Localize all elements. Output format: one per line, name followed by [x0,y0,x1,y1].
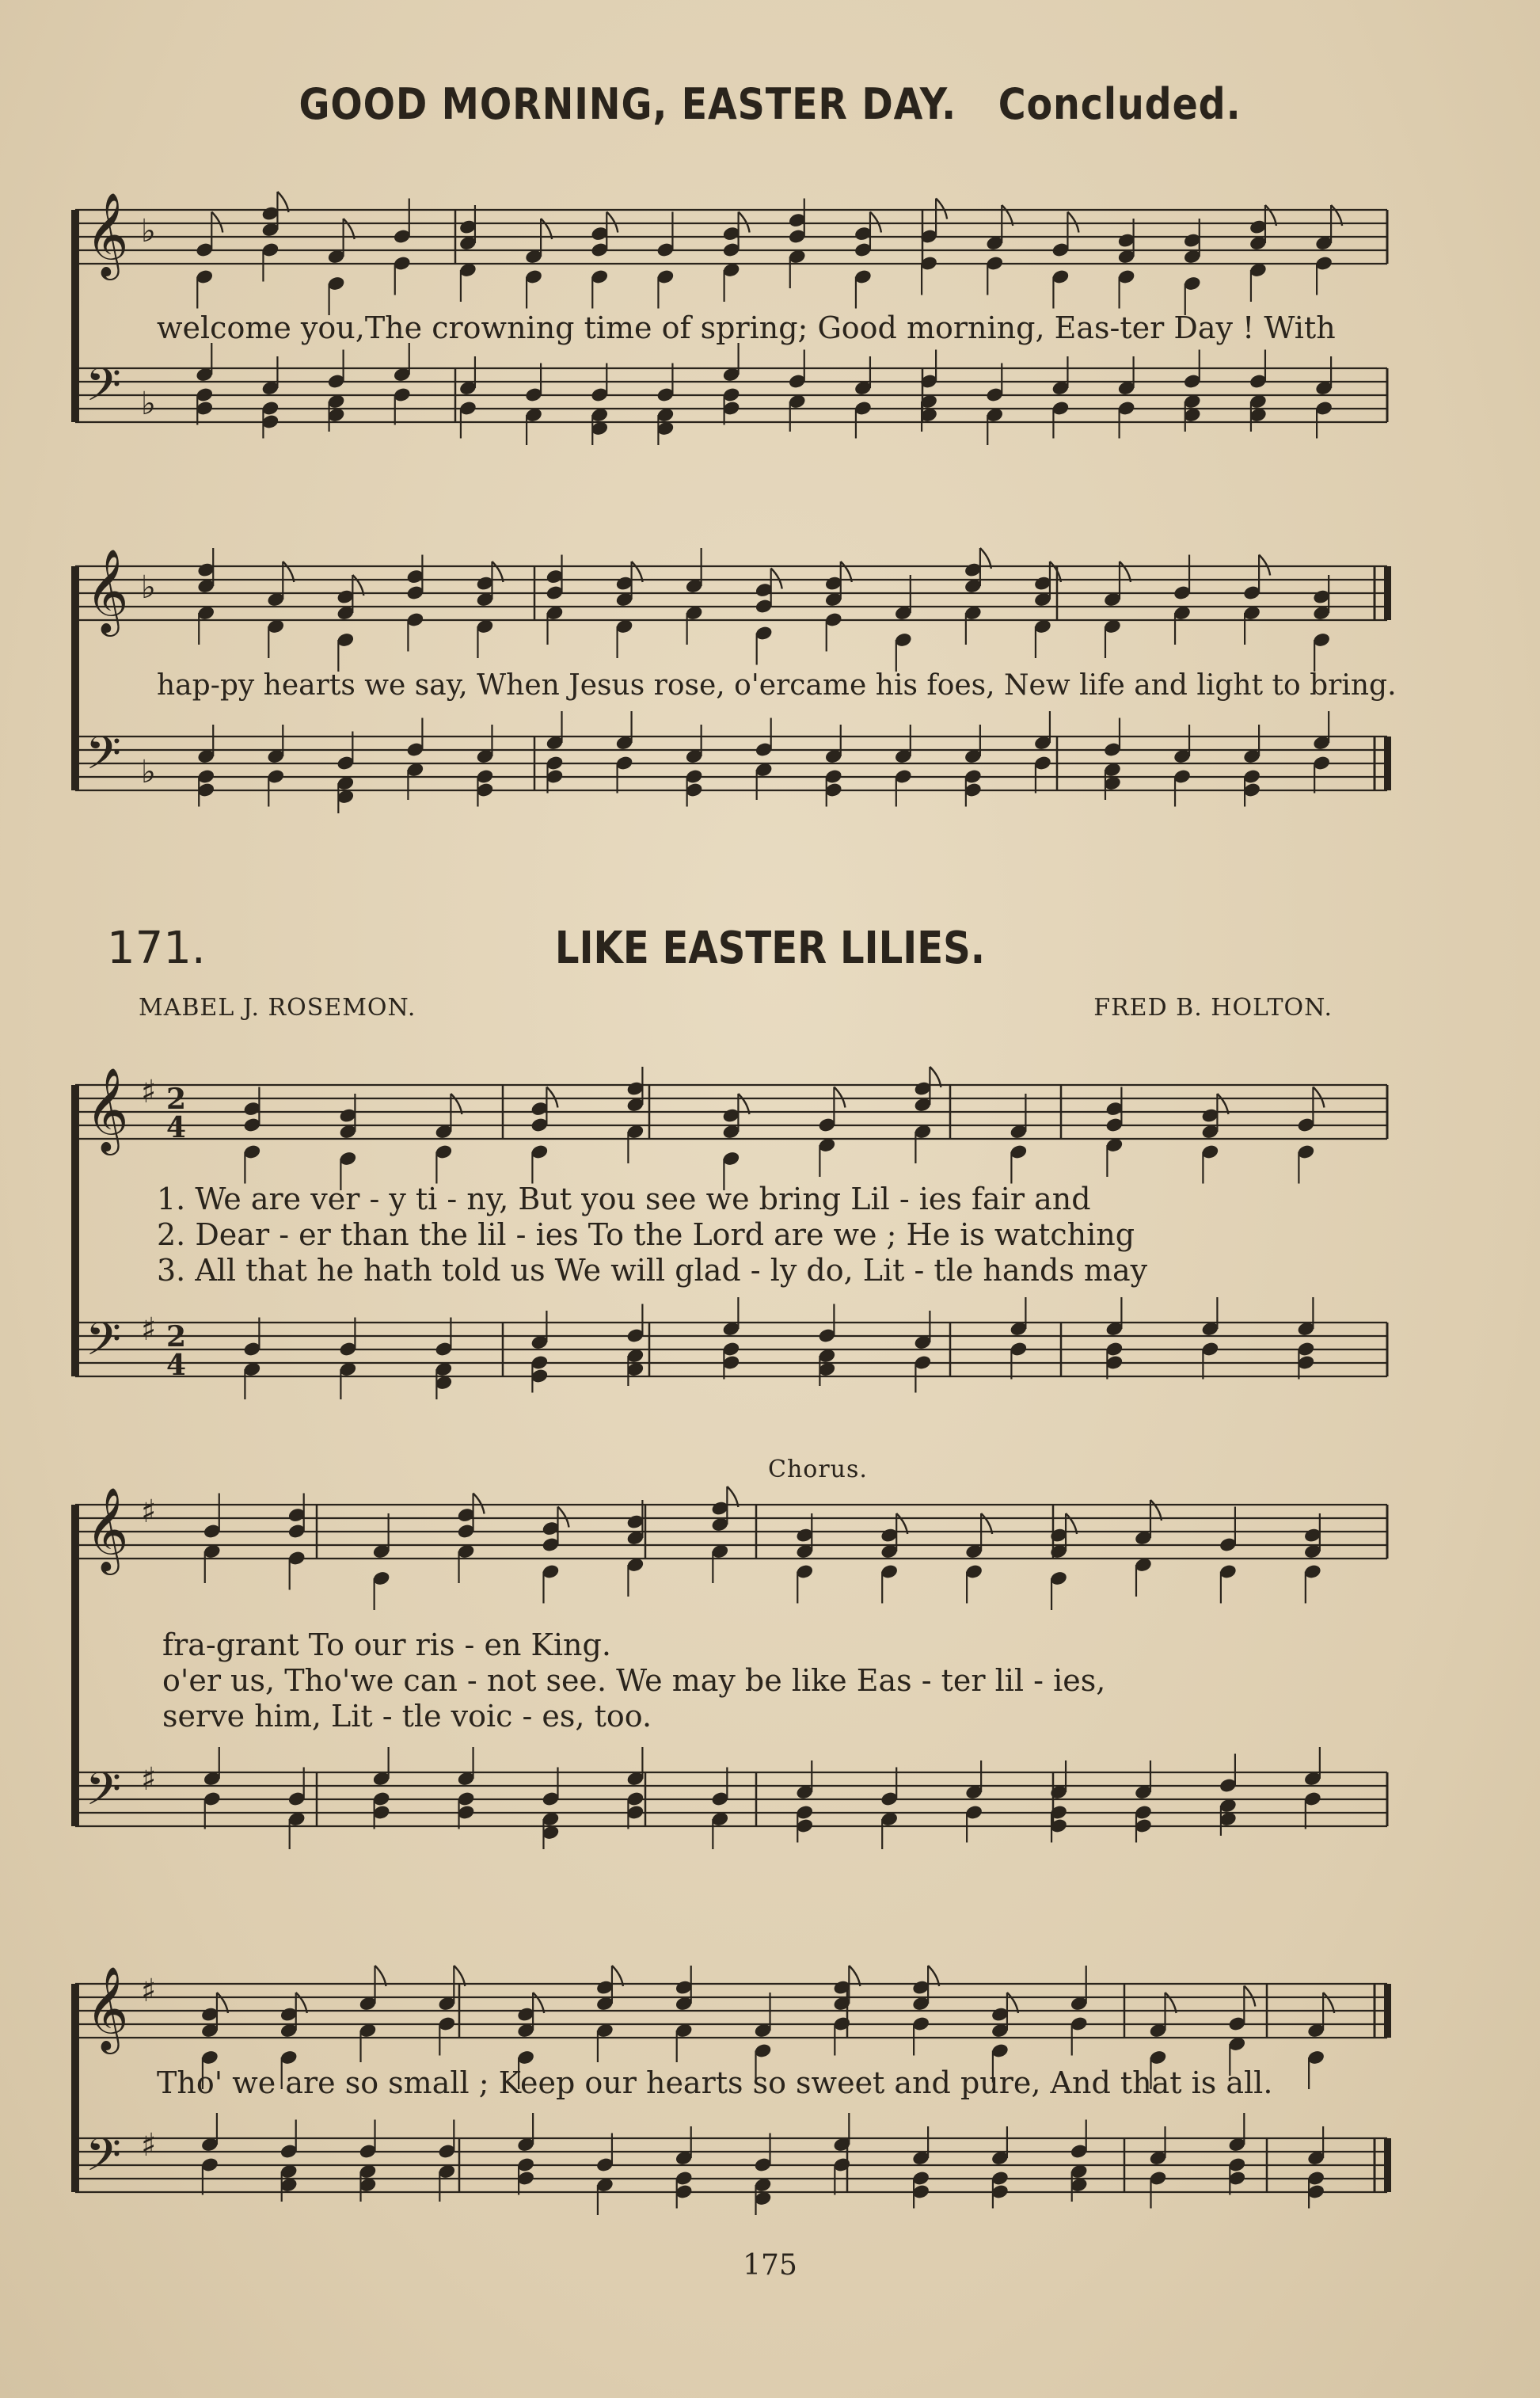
time-signature: 2 [166,1320,187,1353]
bass-clef-icon: 𝄢 [86,2128,122,2193]
key-signature-icon: ♯ [141,2127,157,2164]
lyric-line: welcome you,The crowning time of spring; Good morning, Eas-ter Day ! With [157,310,1336,345]
chorus-line-3: serve him, Lit - tle voic - es, too. [162,1699,652,1734]
author-credit: MABEL J. ROSEMON. [139,994,416,1022]
running-title [93,79,1448,129]
note-flag [1259,555,1270,576]
running-title-suffix: Concluded. [998,79,1242,129]
chorus-line-2: o'er us, Tho'we can - not see. We may be like Eas - ter lil - ies, [162,1663,1106,1698]
key-signature-icon: ♭ [141,569,156,606]
key-signature-icon: ♯ [141,1494,157,1530]
time-signature: 4 [166,1111,187,1144]
key-signature-icon: ♭ [141,754,156,790]
time-signature: 4 [166,1349,187,1382]
final-bar-line [1384,2138,1391,2192]
treble-clef-icon: 𝄞 [86,192,129,276]
bass-clef-icon: 𝄢 [86,1312,122,1377]
note-flag [606,212,618,233]
lyric-line: hap-py hearts we say, When Jesus rose, o'ercame his foes, New life and light to bring. [157,669,1397,702]
verse-line-3: 3. All that he hath told us We will glad - ly do, Lit - tle hands may [157,1253,1148,1288]
key-signature-icon: ♯ [141,1074,157,1110]
final-bar-line [1384,1984,1391,2038]
composer-credit: FRED B. HOLTON. [1093,994,1333,1022]
verse-line-2: 2. Dear - er than the lil - ies To the Lord are we ; He is watching [157,1217,1135,1252]
system-bracket [71,566,79,790]
system-bracket [71,1505,79,1826]
note-flag [557,1507,568,1528]
bass-clef-icon: 𝄢 [86,726,122,791]
key-signature-icon: ♭ [141,213,156,249]
treble-clef-icon: 𝄞 [86,1966,129,2050]
note-flag [834,1087,845,1108]
note-flag [211,212,222,233]
note-flag [739,212,750,233]
note-flag [1244,1986,1255,2007]
hymn-number: 171. [107,923,206,974]
note-flag [1067,212,1078,233]
treble-clef-icon: 𝄞 [86,1486,129,1571]
key-signature-icon: ♯ [141,1973,157,2009]
key-signature-icon: ♯ [141,1761,157,1798]
key-signature-icon: ♯ [141,1311,157,1348]
chorus-label: Chorus. [768,1456,868,1483]
treble-clef-icon: 𝄞 [86,1067,129,1151]
note-flag [936,199,947,219]
verse-line-1: 1. We are ver - y ti - ny, But you see we bring Lil - ies fair and [157,1182,1091,1216]
final-lyric-line: Tho' we are so small ; Keep our hearts so sweet and pure, And that is all. [157,2065,1273,2100]
note-flag [546,1087,557,1108]
chorus-line-1: fra-grant To our ris - en King. [162,1627,611,1662]
final-bar-line [1384,737,1391,790]
note-flag [473,1494,485,1514]
bass-clef-icon: 𝄢 [86,1762,122,1827]
time-signature: 2 [166,1083,187,1116]
page-number: 175 [743,2249,797,2282]
note-flag [1313,1087,1324,1108]
system-bracket [71,1085,79,1376]
note-flag [870,212,881,233]
running-title-text: GOOD MORNING, EASTER DAY. [298,79,957,129]
final-bar-line [1384,566,1391,620]
key-signature-icon: ♭ [141,386,156,422]
hymn-title: LIKE EASTER LILIES. [554,923,986,974]
treble-clef-icon: 𝄞 [86,548,129,633]
system-bracket [71,1984,79,2192]
note-flag [771,569,782,589]
bass-clef-icon: 𝄢 [86,358,122,423]
system-bracket [71,210,79,422]
